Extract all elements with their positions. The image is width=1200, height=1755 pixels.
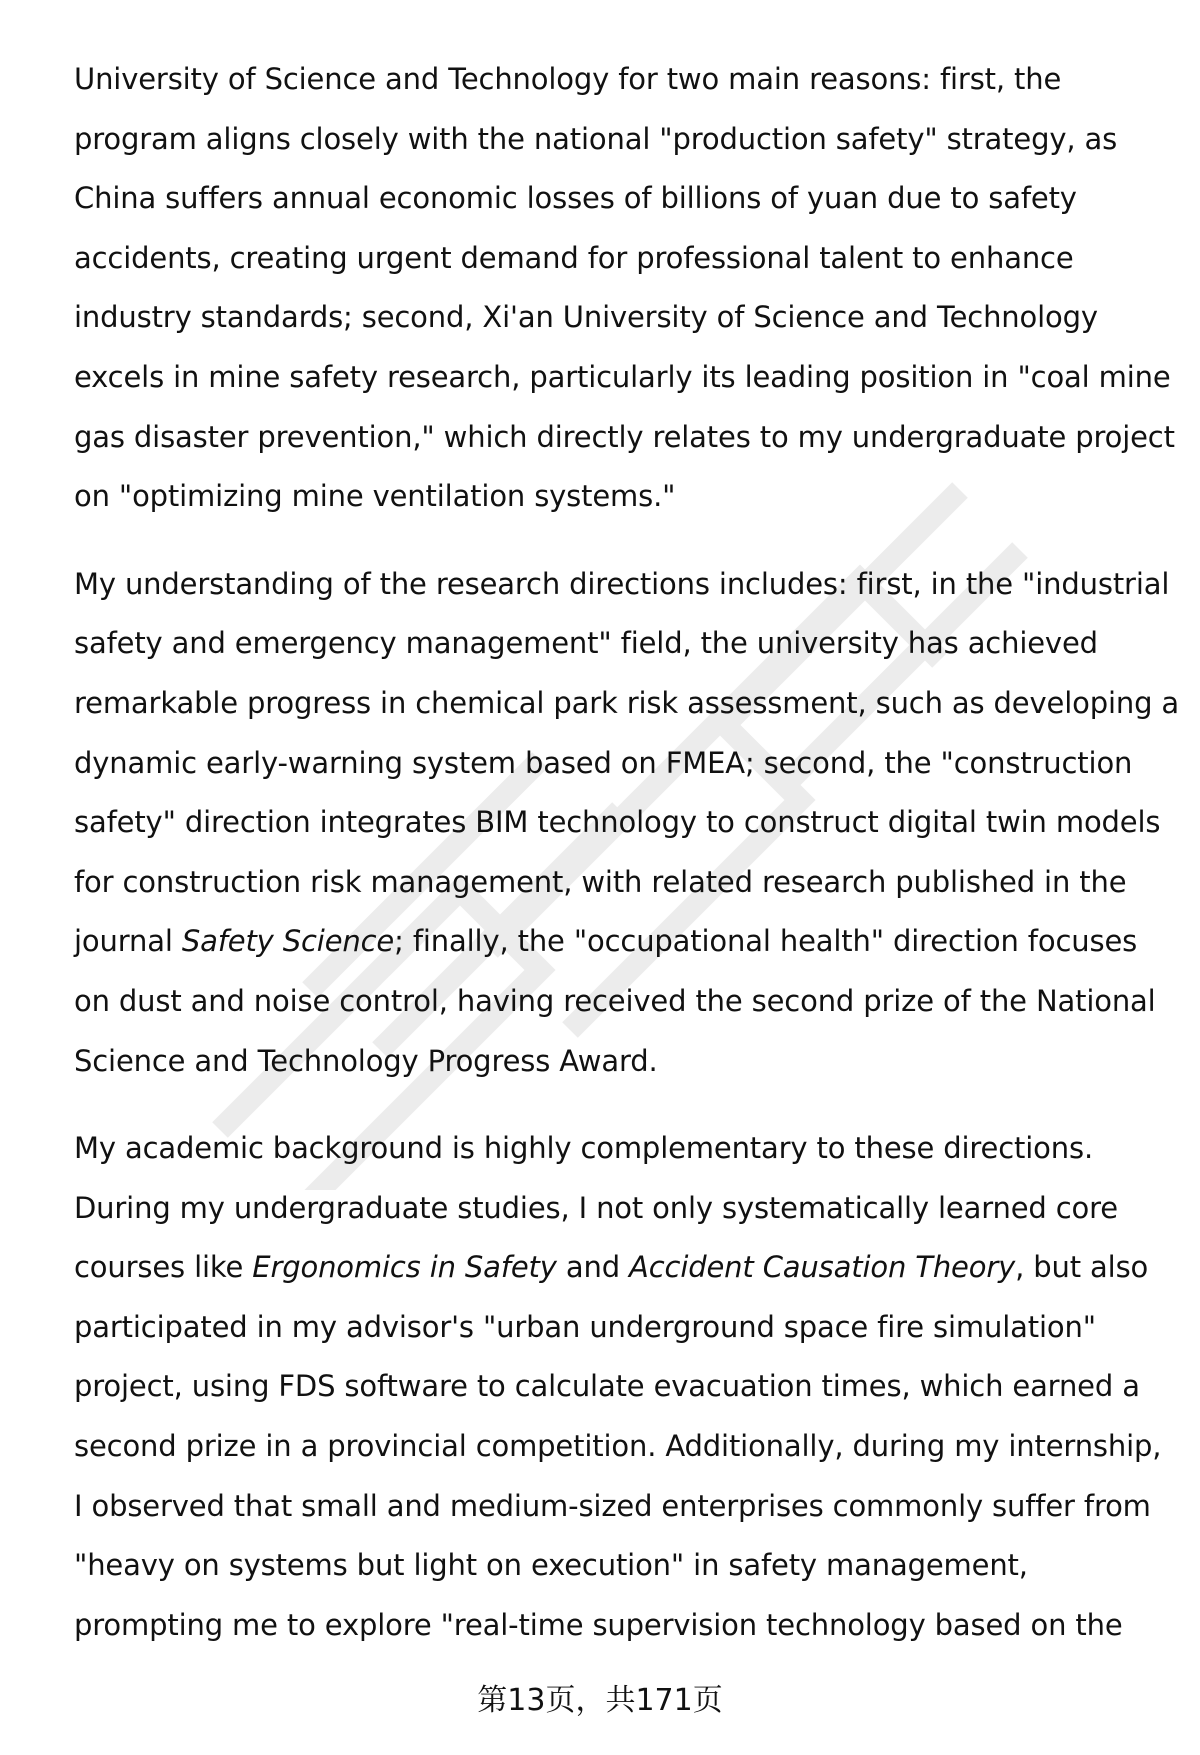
text-line: project, using FDS software to calculate evacuation times, which earned a xyxy=(74,1369,1140,1404)
text-line: for construction risk management, with related research published in the xyxy=(74,864,1127,899)
text-line: During my undergraduate studies, I not only systematically learned core xyxy=(74,1190,1118,1225)
text-line: remarkable progress in chemical park risk assessment, such as developing a xyxy=(74,685,1180,720)
text-line: gas disaster prevention," which directly relates to my undergraduate project xyxy=(74,419,1175,454)
text-line: China suffers annual economic losses of billions of yuan due to safety xyxy=(74,181,1077,216)
text-line: program aligns closely with the national "production safety" strategy, as xyxy=(74,121,1118,156)
document-body xyxy=(74,50,1180,1655)
journal-title-italic: Safety Science xyxy=(181,924,395,959)
text-line xyxy=(74,1238,1164,1298)
text-line: prompting me to explore "real-time supervision technology based on the xyxy=(74,1607,1123,1642)
text-line: on dust and noise control, having received the second prize of the National xyxy=(74,983,1156,1018)
text-run: ; finally, the "occupational health" direction focuses xyxy=(394,924,1138,959)
text-line: excels in mine safety research, particularly its leading position in "coal mine xyxy=(74,359,1171,394)
text-line: on "optimizing mine ventilation systems." xyxy=(74,479,676,514)
text-line: safety and emergency management" field, the university has achieved xyxy=(74,626,1098,661)
text-line: University of Science and Technology for two main reasons: first, the xyxy=(74,62,1062,96)
text-line: My understanding of the research directions includes: first, in the "industrial xyxy=(74,566,1170,601)
text-run: journal xyxy=(74,924,182,959)
text-line: safety" direction integrates BIM technology to construct digital twin models xyxy=(74,805,1161,840)
text-line: Science and Technology Progress Award. xyxy=(74,1043,658,1078)
text-line: My academic background is highly complementary to these directions. xyxy=(74,1131,1094,1166)
paragraph-1 xyxy=(74,50,1175,527)
text-run: , but also xyxy=(1015,1250,1149,1285)
text-line: dynamic early-warning system based on FMEA; second, the "construction xyxy=(74,745,1133,780)
course-title-italic: Accident Causation Theory xyxy=(629,1250,1016,1285)
paragraph-3 xyxy=(74,1119,1164,1655)
text-line: industry standards; second, Xi'an University of Science and Technology xyxy=(74,300,1098,335)
text-line: second prize in a provincial competition. Additionally, during my internship, xyxy=(74,1429,1162,1464)
text-run: and xyxy=(556,1250,630,1285)
page-number-footer: 第13页，共171页 xyxy=(477,1683,723,1718)
paragraph-2 xyxy=(74,555,1180,1091)
text-line: "heavy on systems but light on execution" in safety management, xyxy=(74,1548,1028,1583)
text-run: courses like xyxy=(74,1250,253,1285)
text-line: participated in my advisor's "urban underground space fire simulation" xyxy=(74,1309,1096,1344)
text-line xyxy=(74,912,1164,972)
text-line: I observed that small and medium-sized enterprises commonly suffer from xyxy=(74,1488,1151,1523)
text-line: accidents, creating urgent demand for professional talent to enhance xyxy=(74,240,1074,275)
course-title-italic: Ergonomics in Safety xyxy=(252,1250,557,1285)
